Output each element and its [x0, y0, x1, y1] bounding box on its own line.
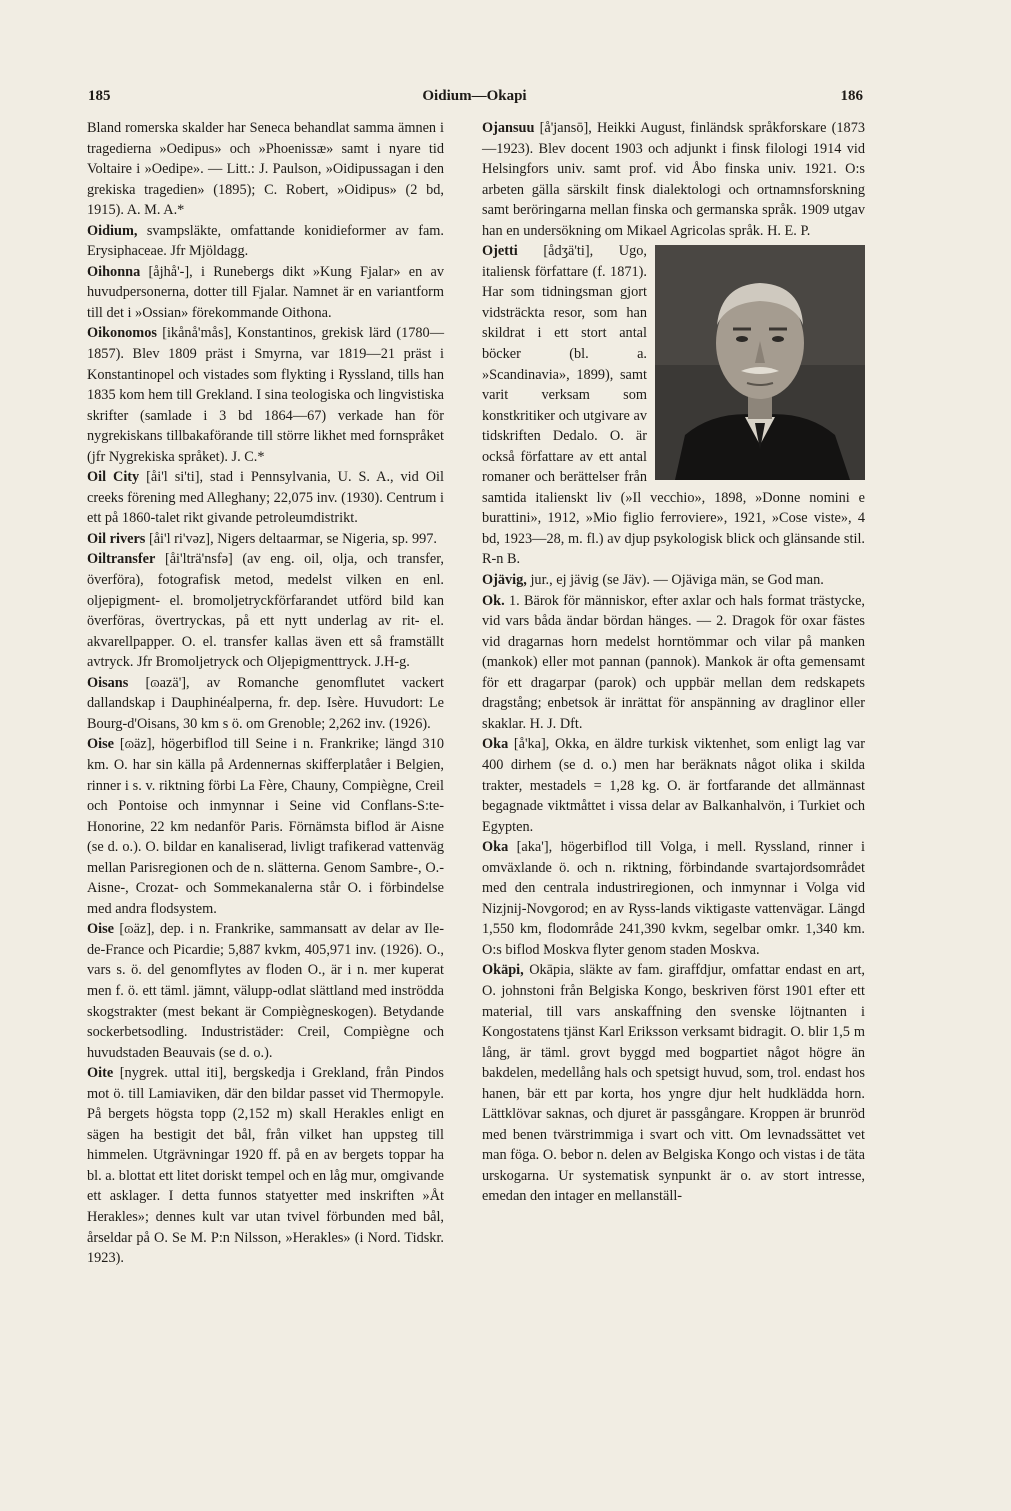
entry-term: Oisans [87, 674, 129, 691]
entry-text: [ɷäz], dep. i n. Frankrike, sammansatt av delar av Ile-de-France och Picardie; 5,887 kvkm, 405,971 inv. (1926). O., vars s. ö. del genomflytes av floden O., är i n. mer kuperat men f. ö. ett täml. jämnt, välupp-odlat slättland med inströdda skogstrakter (mest bekant är Compiègneskogen). Betydande sockerbetsodling. Industristäder: Creil, Compiègne och huvudstaden Beauvais (se d. o.). [87, 921, 444, 1061]
entry [482, 241, 865, 570]
entry-term: Oise [87, 736, 115, 753]
entry-term: Oidium, [87, 222, 138, 239]
entry [482, 118, 865, 241]
portrait-photo [655, 245, 865, 480]
entry-term: Oite [87, 1065, 114, 1082]
entry-text: Bland romerska skalder har Seneca behandlat samma ämnen i tragedierna »Oedipus» och »Phoenissæ» samt i nyare tid Voltaire i »Oedipe». — Litt.: J. Paulson, »Oidipussagan i den grekiska tragedien» (1895); C. Robert, »Oidipus» (2 bd, 1915). A. M. A.* [87, 120, 444, 219]
entry-text: 1. Bärok för människor, efter axlar och hals format trästycke, vid vars båda ändar bördan hänges. — 2. Dragok för oxar fästes vid dragarnas horn medelst horntömmar och vilar på manken (mankok) eller mot pannan (pannok). Mankok är ofta gemensamt för ett dragarpar (parok) och uppbär mellan dem redskapets dragstång; enbetsok är inrättat för anspänning av draglinor eller skaklar. H. J. Dft. [482, 592, 865, 732]
entry [87, 734, 444, 919]
entry-term: Ojetti [482, 243, 518, 260]
entry-text: [åi'lträ'nsfə] (av eng. oil, olja, och transfer, överföra), fotografisk metod, medelst vilken en enl. oljepigment- el. bromoljetryckförfarandet utförd bild kan överföras, övertryckas, på ett nytt underlag av rit- el. akvarellpapper. O. el. transfer kallas även ett så framställt avtryck. Jfr Bromoljetryck och Oljepigmenttryck. J.H-g. [87, 551, 445, 671]
entry-text: svampsläkte, omfattande konidieformer av fam. Erysiphaceae. Jfr Mjöldagg. [87, 222, 444, 260]
entry-text: [åi'l ri'vəz], Nigers deltaarmar, se Nigeria, sp. 997. [148, 530, 437, 547]
entry-text: [åjhå'-], i Runebergs dikt »Kung Fjalar» en av huvudpersonerna, dotter till Fjalar. Namnet är en variantform till det i »Ossian» förekommande Oithona. [87, 263, 444, 321]
page-number-left: 185 [88, 88, 111, 104]
entry [87, 529, 444, 550]
entry-text: [å'jansō], Heikki August, finländsk språkforskare (1873—1923). Blev docent 1903 och adjunkt i finsk filologi 1914 vid Helsingfors univ. samt prof. vid Åbo finska univ. 1921. O:s arbeten gälla särskilt finsk dialektologi och ortnamnsforskning samt beröringarna mellan finska och germanska språk. 1909 utgav han en undersökning om Mikael Agricolas språk. H. E. P. [482, 120, 866, 239]
entry-text: [å'ka], Okka, en äldre turkisk viktenhet, som enligt lag var 400 dirhem (se d. o.) men har beräknats något olika i skilda trakter, mestadels = 1,28 kg. O. är fortfarande det allmännast begagnade viktmåttet i vissa delar av Balkanhalvön, i Turkiet och Egypten. [482, 736, 865, 835]
entry-term: Oil City [87, 469, 140, 486]
entry [482, 734, 865, 837]
entry-text: [aka'], högerbiflod till Volga, i mell. Ryssland, rinner i omväxlande ö. och n. riktning, förbindande svartajordsområdet med den centrala industriregionen, och inmynnar i Volga vid Nizjnij-Novgorod; en av Ryss-lands viktigaste vattenvägar. Längd 1,550 km, flodområde 241,390 kvkm, segelbar omkr. 1,340 km. O:s biflod Moskva flyter genom staden Moskva. [482, 839, 865, 958]
entry-text: [ɷäz], högerbiflod till Seine i n. Frankrike; längd 310 km. O. har sin källa på Ardennernas skifferplatåer i Belgien, rinner i s. v. riktning förbi La Fère, Chauny, Compiègne, Creil och Pontoise och inmynnar i Seine vid Conflans-S:te-Honorine, 22 km nedanför Paris. Förnämsta biflod är Aisne (se d. o.). O. bildar en kanaliserad, livligt trafikerad vattenväg mellan Parisregionen och de n. slätterna. Genom Sambre-, O.-Aisne-, Crozat- och Sommekanalerna står O. i förbindelse med andra flodsystem. [87, 736, 444, 917]
left-column [87, 118, 444, 1269]
entry [87, 1063, 444, 1268]
entry-text: Okāpia, släkte av fam. giraffdjur, omfattar endast en art, O. johnstoni från Belgiska Kongo, beskriven först 1901 efter ett material, till vars anskaffning den svenske löjtnanten i Kongostatens tjänst Karl Eriksson verksamt bidragit. O. blir 1,5 m lång, är täml. grovt byggd med bogpartiet något högre än bakdelen, medellång hals och spetsigt huvud, som, trol. endast hos hanen, bär ett par korta, hos yngre djur helt hudklädda horn. Lättklövar saknas, och djuret är passgångare. Kroppen är brunröd med benen tvärstrimmiga i svart och vitt. Om levnadssättet vet man föga. O. bebor n. delen av Belgiska Kongo och vistas i de täta urskogarna. Ur systematisk synpunkt är o. av stort intresse, emedan den intager en mellanställ- [482, 962, 866, 1205]
entry [87, 549, 444, 672]
entry-text: [ɷazä'], av Romanche genomflutet vackert dallandskap i Dauphinéalperna, fr. dep. Isère. Huvudort: Le Bourg-d'Oisans, 30 km s ö. om Grenoble; 2,262 inv. (1926). [87, 674, 444, 732]
entry-text: [ådʒä'ti], Ugo, italiensk författare (f. 1871). Har som tidningsman gjort vidsträckta resor, som han skildrat i ett stort antal böcker (bl. a. »Scandinavia», 1899), samt varit verksam som konstkritiker och utgivare av tidskriften Dedalo. O. är också författare av ett antal romaner och berättelser från samtida italienskt liv (»Il vecchio», 1898, »Donne nomini e burattini», 1912, »Mio figlio ferroviere», 1921, »Cose viste», 4 bd, 1923—28, m. fl.) av djup psykologisk blick och glänsande stil. R-n B. [482, 243, 865, 568]
page-header [86, 88, 863, 112]
entry-text: [nygrek. uttal iti], bergskedja i Grekland, från Pindos mot ö. till Lamiaviken, där den bildar passet vid Thermopyle. På bergets högsta topp (2,152 m) skall Herakles enligt en sägen ha bestigit det bål, från vilket han uppsteg till himmelen. Utgrävningar 1920 ff. på en av bergets toppar ha bl. a. blottat ett litet doriskt tempel och en låg mur, omgivande ett asklager. I detta funnos statyetter med inskriften »Åt Herakles»; dennes kult var utan tvivel förbunden med bål, årseldar på O. Se M. P:n Nilsson, »Herakles» (i Nord. Tidskr. 1923). [87, 1065, 444, 1267]
entry-term: Oihonna [87, 263, 141, 280]
entry [87, 919, 444, 1063]
entry-term: Ojansuu [482, 120, 535, 136]
running-title: Oidium—Okapi [422, 88, 527, 104]
entry [87, 262, 444, 324]
page-number-right: 186 [840, 88, 863, 104]
entry [87, 323, 444, 467]
entry [482, 837, 865, 960]
entry-term: Oikonomos [87, 325, 157, 342]
entry [87, 673, 444, 735]
entry-term: Ok. [482, 592, 505, 609]
entry [87, 118, 444, 221]
entry [87, 221, 444, 262]
right-column [482, 118, 865, 1207]
entry [482, 960, 865, 1207]
portrait-illustration [655, 245, 865, 480]
entry-term: Okäpi, [482, 962, 524, 979]
entry-text: [åi'l si'ti], stad i Pennsylvania, U. S. A., vid Oil creeks förening med Alleghany; 22,075 inv. (1930). Centrum i ett på 1860-talet rikt givande petroleumdistrikt. [87, 469, 444, 527]
entry-text: jur., ej jävig (se Jäv). — Ojäviga män, se God man. [530, 572, 824, 589]
entry-text: [ikånå'mås], Konstantinos, grekisk lärd (1780—1857). Blev 1809 präst i Smyrna, var 1819—21 präst i Konstantinopel och vistades som flykting i Ryssland, tills han 1835 kom hem till Grekland. I sina teologiska och lingvistiska skrifter (samlade i 3 bd 1864—67) verkade han för nygrekiskans tillbakaförande till större likhet med fornspråket (jfr Nygrekiska språket). J. C.* [87, 325, 444, 465]
entry-term: Oil rivers [87, 530, 146, 547]
entry-term: Ojävig, [482, 572, 527, 589]
entry-term: Oka [482, 736, 509, 753]
entry-term: Oiltransfer [87, 551, 156, 568]
entry [87, 467, 444, 529]
entry-term: Oise [87, 921, 115, 938]
entry-term: Oka [482, 839, 509, 856]
entry [482, 570, 865, 591]
entry [482, 591, 865, 735]
